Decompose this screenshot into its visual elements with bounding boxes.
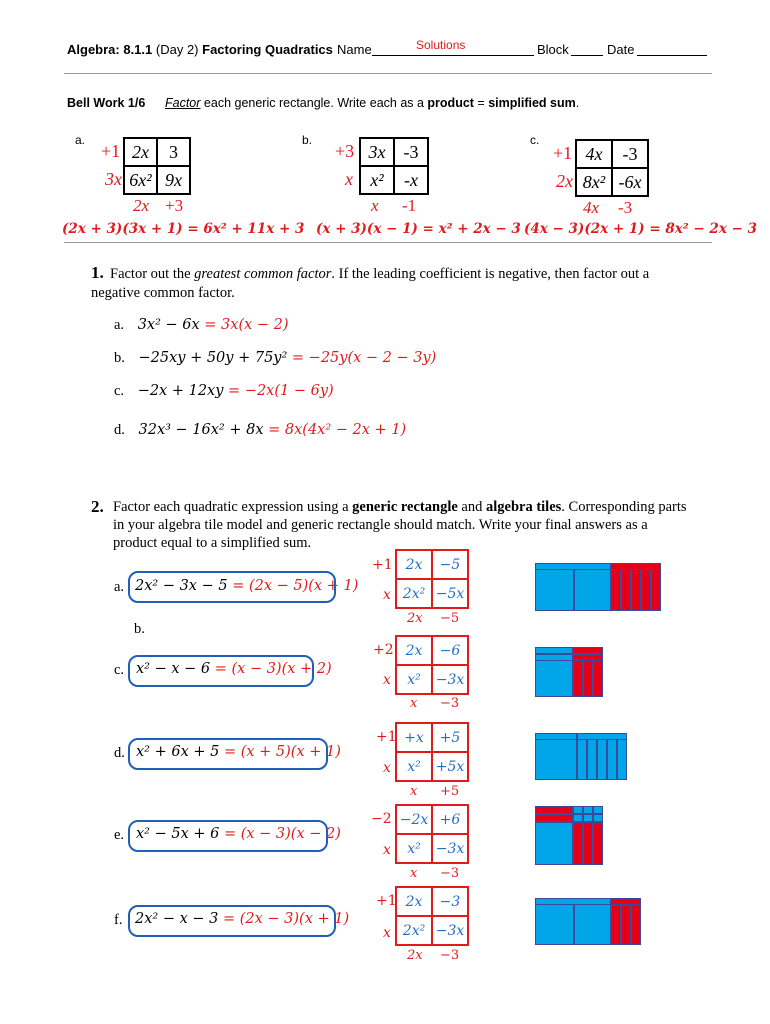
bellwork-b-rectangle bbox=[359, 137, 429, 195]
instr-text: each generic rectangle. Write each as a bbox=[200, 96, 428, 110]
q2-a-letter: a. bbox=[114, 579, 125, 595]
bellwork-a-below-left: 2x bbox=[133, 196, 150, 215]
neg-x-tile bbox=[535, 806, 573, 814]
cell: -3 bbox=[394, 138, 428, 166]
expression: x² + 6x + 5 bbox=[136, 744, 220, 760]
x-tile bbox=[535, 733, 577, 740]
neg-x-tile bbox=[621, 898, 631, 945]
x-tile bbox=[607, 733, 617, 780]
q2-a-left-bottom: x bbox=[383, 587, 391, 603]
q2-a-below-right: −5 bbox=[440, 611, 460, 626]
date-field[interactable] bbox=[637, 55, 707, 56]
cell: 2x² bbox=[396, 579, 432, 608]
date-label: Date bbox=[607, 42, 635, 57]
q1-number: 1. bbox=[91, 263, 104, 282]
expression: 32x³ − 16x² + 8x bbox=[138, 422, 264, 438]
algebra-tiles-term: algebra tiles bbox=[485, 499, 562, 515]
q2-c-below-right: −3 bbox=[440, 696, 460, 711]
cell: x² bbox=[396, 665, 432, 694]
q2-b-letter: b. bbox=[134, 621, 145, 637]
x-squared-tile bbox=[535, 733, 577, 780]
unit-tile bbox=[573, 806, 583, 814]
q2-c-line bbox=[136, 661, 332, 678]
bellwork-a-left-top: +1 bbox=[101, 141, 121, 161]
answer: = (2x − 5)(x + 1) bbox=[227, 578, 359, 594]
name-label: Name bbox=[337, 42, 372, 57]
cell: −6 bbox=[432, 636, 468, 665]
q2-f-left-top: +1 bbox=[376, 893, 397, 909]
q2-instructions bbox=[113, 499, 687, 516]
name-field[interactable] bbox=[372, 55, 534, 56]
cell: 4x bbox=[576, 140, 612, 168]
q2-d-generic-rectangle bbox=[395, 722, 469, 782]
bellwork-c-letter: c. bbox=[530, 133, 540, 147]
x-tile bbox=[535, 647, 573, 654]
name-value: Solutions bbox=[416, 38, 466, 52]
neg-x-tile bbox=[573, 822, 583, 865]
q2-f-below-right: −3 bbox=[440, 948, 460, 963]
cell: 2x bbox=[124, 138, 157, 166]
q2-instructions-line2: in your algebra tile model and generic rectangle should match. Write your final answers as a bbox=[113, 517, 648, 533]
q2-f-line bbox=[135, 911, 349, 928]
bellwork-a-letter: a. bbox=[75, 133, 86, 147]
bellwork-a-below-right: +3 bbox=[165, 196, 184, 215]
neg-x-tile bbox=[631, 563, 641, 611]
answer: = 3x(x − 2) bbox=[199, 317, 289, 333]
q2-e-line bbox=[136, 826, 341, 843]
answer: = (x − 3)(x + 2) bbox=[210, 661, 332, 677]
answer: = (2x − 3)(x + 1) bbox=[218, 911, 350, 927]
q2-text: and bbox=[457, 499, 486, 515]
cell: -x bbox=[394, 166, 428, 194]
neg-x-tile bbox=[611, 898, 621, 945]
bellwork-b-letter: b. bbox=[302, 133, 313, 147]
header-divider bbox=[64, 73, 712, 74]
expression: x² − 5x + 6 bbox=[136, 826, 220, 842]
x-squared-tile bbox=[535, 563, 574, 611]
bellwork-b-left-bottom: x bbox=[345, 169, 353, 189]
answer: = 8x(4x² − 2x + 1) bbox=[263, 422, 407, 438]
q2-text: . Corresponding parts bbox=[561, 499, 687, 515]
cell: −2x bbox=[396, 805, 432, 834]
expression: 3x² − 6x bbox=[137, 317, 200, 333]
bellwork-c-below-left: 4x bbox=[583, 198, 600, 217]
q2-text: Factor each quadratic expression using a bbox=[113, 499, 353, 515]
bellwork-instructions bbox=[165, 96, 579, 110]
unit-tile bbox=[593, 814, 603, 822]
cell: 8x² bbox=[576, 168, 612, 196]
q2-c-left-bottom: x bbox=[383, 672, 391, 688]
answer: = (x + 5)(x + 1) bbox=[219, 744, 341, 760]
answer: = (x − 3)(x − 2) bbox=[219, 826, 341, 842]
answer: = −25y(x − 2 − 3y) bbox=[287, 350, 437, 366]
neg-x-tile bbox=[631, 898, 641, 945]
q2-c-letter: c. bbox=[114, 662, 125, 678]
cell: x² bbox=[360, 166, 394, 194]
neg-x-tile bbox=[641, 563, 651, 611]
q2-d-below-left: x bbox=[410, 784, 418, 799]
cell: 3 bbox=[157, 138, 190, 166]
expression: x² − x − 6 bbox=[136, 661, 211, 677]
q1-text: . If the leading coefficient is negative, then factor out a bbox=[331, 266, 650, 282]
unit-tile bbox=[583, 814, 593, 822]
bellwork-title: Bell Work 1/6 bbox=[67, 96, 146, 110]
unit-tile bbox=[577, 733, 627, 740]
bellwork-c-left-bottom: 2x bbox=[556, 171, 573, 191]
expression: 2x² − x − 3 bbox=[135, 911, 219, 927]
cell: +6 bbox=[432, 805, 468, 834]
q2-number: 2. bbox=[91, 497, 104, 516]
q2-a-line bbox=[135, 578, 358, 595]
q2-f-generic-rectangle bbox=[395, 886, 469, 946]
cell: 2x bbox=[396, 636, 432, 665]
q2-e-below-right: −3 bbox=[440, 866, 460, 881]
item-letter: d. bbox=[114, 422, 125, 438]
expression: −2x + 12xy bbox=[137, 383, 224, 399]
neg-x-tile bbox=[611, 563, 621, 611]
course-code: Algebra: 8.1.1 bbox=[67, 42, 153, 57]
q2-e-below-left: x bbox=[410, 866, 418, 881]
cell: +x bbox=[396, 723, 432, 752]
cell: 2x bbox=[396, 887, 432, 916]
neg-x-tile bbox=[535, 814, 573, 822]
q2-e-left-bottom: x bbox=[383, 842, 391, 858]
day-label: (Day 2) bbox=[155, 42, 199, 57]
q2-a-below-left: 2x bbox=[407, 611, 423, 626]
q2-a-left-top: +1 bbox=[372, 557, 393, 573]
x-tile bbox=[535, 563, 611, 570]
bellwork-c-left-top: +1 bbox=[553, 143, 573, 163]
q1-text: Factor out the bbox=[110, 266, 195, 282]
x-tile bbox=[535, 654, 573, 661]
q2-e-left-top: −2 bbox=[371, 811, 392, 827]
block-label: Block bbox=[537, 42, 569, 57]
neg-x-tile bbox=[583, 822, 593, 865]
generic-rectangle-term: generic rectangle bbox=[352, 499, 458, 515]
q2-f-letter: f. bbox=[114, 912, 123, 928]
block-field[interactable] bbox=[571, 55, 603, 56]
q2-d-left-top: +1 bbox=[376, 729, 397, 745]
cell: −3x bbox=[432, 834, 468, 863]
period: . bbox=[575, 96, 580, 110]
bellwork-a-rectangle bbox=[123, 137, 191, 195]
q2-instructions-line3: product equal to a simplified sum. bbox=[113, 535, 312, 551]
bellwork-a-answer: (2x + 3)(3x + 1) = 6x² + 11x + 3 bbox=[62, 221, 305, 237]
unit-tile bbox=[583, 806, 593, 814]
bellwork-divider bbox=[64, 242, 712, 243]
q1-item-b bbox=[114, 350, 436, 367]
cell: −5 bbox=[432, 550, 468, 579]
bellwork-a-left-bottom: 3x bbox=[105, 169, 122, 189]
x-tile bbox=[597, 733, 607, 780]
x-tile bbox=[535, 898, 611, 905]
worksheet-header bbox=[67, 42, 333, 57]
cell: −3x bbox=[432, 665, 468, 694]
neg-unit-tile bbox=[573, 647, 603, 654]
item-letter: a. bbox=[114, 317, 125, 333]
bellwork-b-below-right: -1 bbox=[402, 196, 417, 215]
item-letter: b. bbox=[114, 350, 125, 366]
q2-d-left-bottom: x bbox=[383, 760, 391, 776]
cell: -3 bbox=[612, 140, 648, 168]
q2-a-generic-rectangle bbox=[395, 549, 469, 609]
q2-e-generic-rectangle bbox=[395, 804, 469, 864]
q1-instructions-line2: negative common factor. bbox=[91, 285, 235, 301]
equals: = bbox=[473, 96, 489, 110]
neg-x-tile bbox=[651, 563, 661, 611]
x-squared-tile bbox=[574, 563, 611, 611]
cell: 3x bbox=[360, 138, 394, 166]
q1-gcf: greatest common factor bbox=[194, 266, 332, 282]
cell: -6x bbox=[612, 168, 648, 196]
cell: x² bbox=[396, 752, 432, 781]
cell: +5x bbox=[432, 752, 468, 781]
x-squared-tile bbox=[535, 822, 573, 865]
cell: −5x bbox=[432, 579, 468, 608]
expression: −25xy + 50y + 75y² bbox=[138, 350, 288, 366]
expression: 2x² − 3x − 5 bbox=[135, 578, 228, 594]
bellwork-b-below-left: x bbox=[371, 196, 379, 215]
q1-item-d bbox=[114, 422, 406, 439]
cell: −3x bbox=[432, 916, 468, 945]
bellwork-c-rectangle bbox=[575, 139, 649, 197]
q2-c-below-left: x bbox=[410, 696, 418, 711]
q1-item-c bbox=[114, 383, 334, 400]
x-tile bbox=[577, 733, 587, 780]
cell: +5 bbox=[432, 723, 468, 752]
answer: = −2x(1 − 6y) bbox=[223, 383, 334, 399]
bellwork-b-answer: (x + 3)(x − 1) = x² + 2x − 3 bbox=[316, 221, 521, 237]
q2-f-below-left: 2x bbox=[407, 948, 423, 963]
q2-d-below-right: +5 bbox=[440, 784, 460, 799]
unit-tile bbox=[573, 814, 583, 822]
product-word: product bbox=[427, 96, 474, 110]
item-letter: c. bbox=[114, 383, 125, 399]
x-squared-tile bbox=[574, 898, 611, 945]
cell: 2x² bbox=[396, 916, 432, 945]
neg-unit-tile bbox=[611, 898, 641, 905]
q1-instructions bbox=[110, 266, 649, 283]
q2-f-left-bottom: x bbox=[383, 925, 391, 941]
x-squared-tile bbox=[535, 898, 574, 945]
factor-word: Factor bbox=[165, 96, 201, 110]
simplified-sum-word: simplified sum bbox=[488, 96, 576, 110]
neg-x-tile bbox=[621, 563, 631, 611]
q1-item-a bbox=[114, 317, 289, 334]
bellwork-c-answer: (4x − 3)(2x + 1) = 8x² − 2x − 3 bbox=[524, 221, 757, 237]
neg-x-tile bbox=[593, 822, 603, 865]
cell: x² bbox=[396, 834, 432, 863]
x-tile bbox=[617, 733, 627, 780]
q2-d-line bbox=[136, 744, 341, 761]
cell: 6x² bbox=[124, 166, 157, 194]
topic-title: Factoring Quadratics bbox=[202, 42, 333, 57]
neg-unit-tile bbox=[611, 563, 661, 570]
bellwork-b-left-top: +3 bbox=[335, 141, 355, 161]
cell: 9x bbox=[157, 166, 190, 194]
q2-c-left-top: +2 bbox=[373, 642, 394, 658]
neg-unit-tile bbox=[573, 654, 603, 661]
unit-tile bbox=[593, 806, 603, 814]
bellwork-c-below-right: -3 bbox=[618, 198, 633, 217]
q2-e-letter: e. bbox=[114, 827, 125, 843]
q2-c-generic-rectangle bbox=[395, 635, 469, 695]
x-tile bbox=[587, 733, 597, 780]
cell: 2x bbox=[396, 550, 432, 579]
cell: −3 bbox=[432, 887, 468, 916]
q2-d-letter: d. bbox=[114, 745, 125, 761]
